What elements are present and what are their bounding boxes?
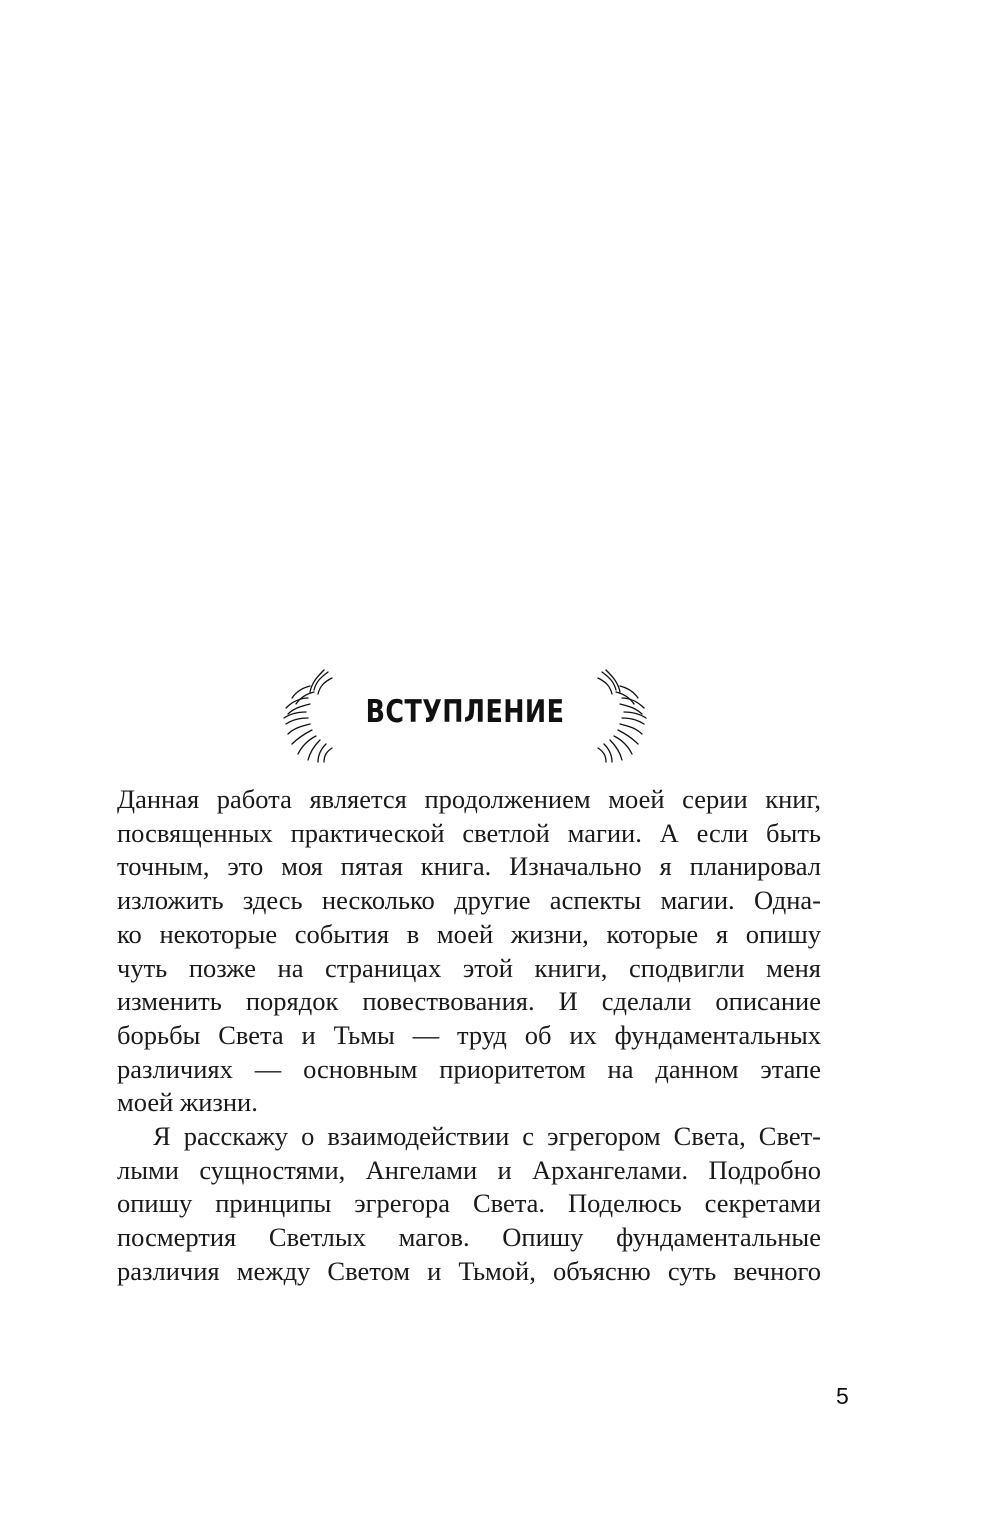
flame-ornament-right-icon [590, 668, 650, 764]
text-line: лыми сущностями, Ангелами и Архангелами. Подробно [117, 1154, 821, 1185]
text-line: Я расскажу о взаимодействии с эгрегором Света, Свет- [153, 1121, 821, 1152]
text-line: изменить порядок повествования. И сделали описание [117, 986, 821, 1017]
text-line: точным, это моя пятая книга. Изначально я планировал [117, 851, 821, 882]
text-line: Данная работа является продолжением моей серии книг, [117, 784, 821, 814]
paragraph-2 [117, 1120, 821, 1289]
text-line: посмертия Светлых магов. Опишу фундаментальные [117, 1222, 821, 1253]
text-line: посвященных практической светлой магии. А если быть [117, 817, 821, 848]
text-line: чуть позже на страницах этой книги, сподвигли меня [117, 952, 821, 983]
text-line: опишу принципы эгрегора Света. Поделюсь секретами [117, 1188, 821, 1219]
text-line: моей жизни. [117, 1087, 258, 1118]
chapter-heading-row [280, 668, 650, 764]
text-line: различия между Светом и Тьмой, объясню суть вечного [117, 1255, 821, 1286]
page-number: 5 [836, 1383, 849, 1409]
chapter-title: ВСТУПЛЕНИЕ [365, 694, 565, 730]
body-text [117, 783, 821, 1289]
paragraph-1 [117, 783, 821, 1120]
text-line: ко некоторые события в моей жизни, которые я опишу [117, 918, 821, 949]
text-line: борьбы Света и Тьмы — труд об их фундаментальных [117, 1019, 821, 1050]
text-line: различиях — основным приоритетом на данном этапе [117, 1053, 821, 1084]
text-line: изложить здесь несколько другие аспекты магии. Одна- [117, 885, 821, 916]
